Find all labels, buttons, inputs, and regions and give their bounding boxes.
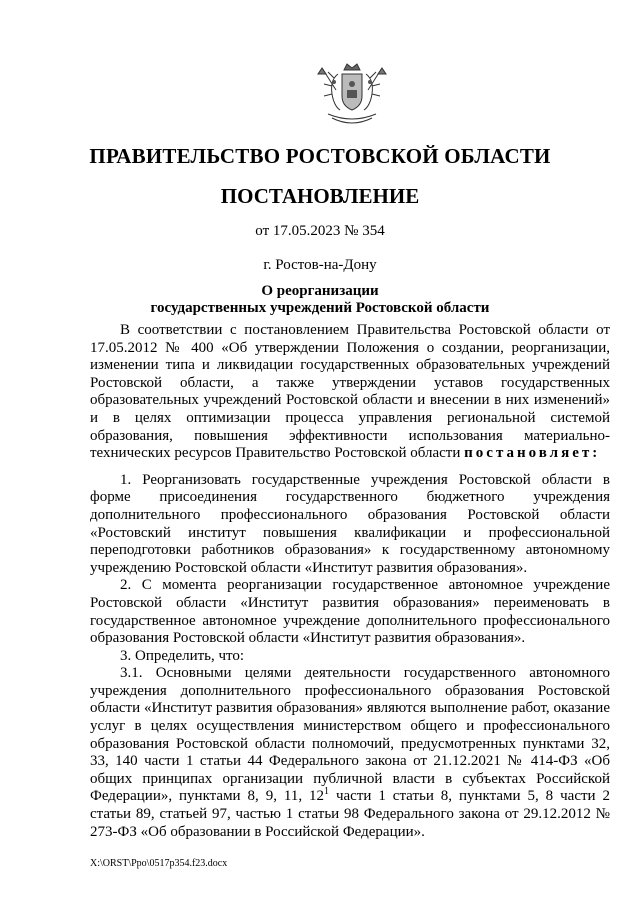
document-type: ПОСТАНОВЛЕНИЕ bbox=[220, 184, 420, 208]
decree-word: постановляет: bbox=[464, 445, 601, 462]
item-1-paragraph: 1. Реорганизовать государственные учреждения Ростовской области в форме присоединения государственного бюджетного учреждения дополнительного профессионального образования Ростовской области «Ростовский институт повышения квалификации и профессиональной переподготовки работников образования» к государственному автономному учреждению Ростовской области «Институт развития образования». bbox=[90, 471, 610, 576]
document-subject bbox=[0, 283, 640, 317]
item-2-paragraph: 2. С момента реорганизации государственное автономное учреждение Ростовской области «Институт развития образования» переименовать в государственное автономное учреждение дополнительного профессионального образования Ростовской области «Институт развития образования». bbox=[90, 577, 610, 647]
document-city: г. Ростов-на-Дону bbox=[263, 257, 377, 273]
item-3-paragraph: 3. Определить, что: bbox=[120, 647, 245, 664]
subject-line-1: О реорганизации bbox=[261, 283, 379, 299]
item-3-1-superscript: 1 bbox=[324, 786, 330, 798]
footer-file-path: X:\ORST\Ppo\0517p354.f23.docx bbox=[90, 858, 228, 869]
preamble-paragraph bbox=[90, 322, 610, 463]
coat-of-arms-emblem bbox=[314, 60, 390, 130]
subject-line-2: государственных учреждений Ростовской области bbox=[150, 300, 490, 316]
item-3-1-text-after: части 1 статьи 8, пунктами 5, 8 части 2 статьи 89, статьей 97, частью 1 статьи 98 Федерального закона от 29.12.2012 № 273-ФЗ «Об образовании в Российской Федерации». bbox=[90, 788, 610, 840]
item-3-1-paragraph bbox=[90, 665, 610, 841]
item-3-1-text-before: 3.1. Основными целями деятельности государственного автономного учреждения дополнительного профессионального образования Ростовской области «Институт развития образования» являются выполнение работ, оказание услуг в целях осуществления министерством общего и профессионального образования Ростовской области полномочий, предусмотренных пунктами 32, 33, 140 части 1 статьи 44 Федерального закона от 21.12.2021 № 414-ФЗ «Об общих принципах организации публичной власти в субъектах Российской Федерации», пунктами 8, 9, 11, 12 bbox=[90, 665, 610, 805]
organization-title: ПРАВИТЕЛЬСТВО РОСТОВСКОЙ ОБЛАСТИ bbox=[89, 144, 551, 168]
preamble-text: В соответствии с постановлением Правительства Ростовской области от 17.05.2012 № 400 «Об утверждении Положения о создании, реорганизации, изменении типа и ликвидации государственных образовательных учреждений Ростовской области, а также утверждении уставов государственных образовательных учреждений Ростовской области и внесении в них изменений» и в целях оптимизации процесса управления региональной системой образования, повышения эффективности использования материально-технических ресурсов Правительство Ростовской области bbox=[90, 322, 610, 462]
document-body bbox=[90, 322, 610, 841]
document-date-number: от 17.05.2023 № 354 bbox=[255, 223, 385, 239]
